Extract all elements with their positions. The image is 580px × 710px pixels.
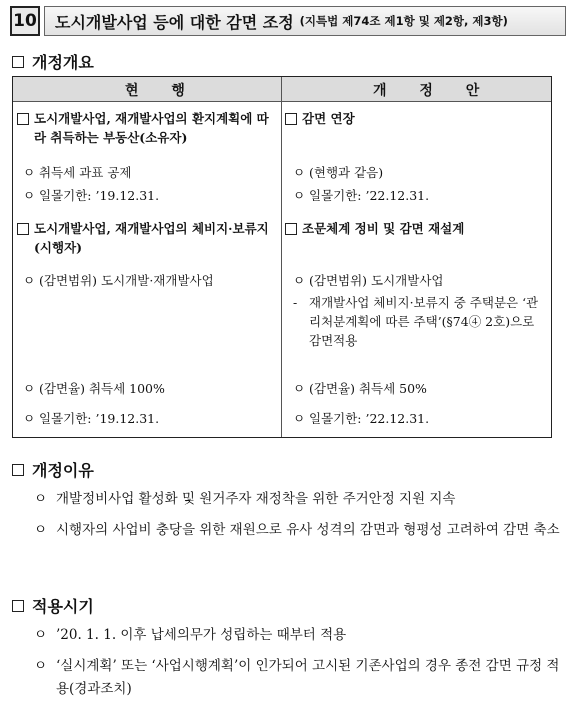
- list-item: ㅇ 취득세 과표 공제: [23, 165, 132, 180]
- revised-item1: [285, 109, 547, 128]
- section-reason: [12, 458, 94, 481]
- list-item: ㅇ 시행자의 사업비 충당을 위한 재원으로 유사 성격의 감면과 형평성 고려하여 감면 축소: [34, 522, 560, 538]
- current-item1-bullets: [23, 163, 279, 205]
- section-overview: [12, 50, 94, 73]
- checkbox-square-icon: [285, 113, 297, 125]
- list-item: ㅇ (감면범위) 도시개발사업: [293, 273, 444, 288]
- header-revised: 개 정 안: [373, 83, 494, 99]
- header-current: 현 행: [125, 83, 199, 99]
- current-item2: [17, 219, 279, 257]
- current-item1-title-row: [17, 109, 279, 147]
- list-item: ㅇ 일몰기한: ’22.12.31.: [293, 188, 430, 203]
- page-subtitle: (지특법 제74조 제1항 및 제2항, 제3항): [299, 14, 508, 28]
- title-bar: [44, 6, 566, 36]
- page-header: [10, 6, 566, 38]
- current-item1: [17, 109, 279, 147]
- current-item1-title: 도시개발사업, 재개발사업의 환지계획에 따라 취득하는 부동산(소유자): [34, 111, 269, 145]
- revised-item2: [285, 219, 547, 238]
- list-item: ㅇ (감면율) 취득세 50%: [293, 381, 427, 396]
- checkbox-square-icon: [285, 223, 297, 235]
- list-item: ㅇ (현행과 같음): [293, 165, 384, 180]
- checkbox-square-icon: [17, 223, 29, 235]
- list-item: ㅇ 일몰기한: ’22.12.31.: [293, 411, 430, 426]
- reason-list: [34, 488, 564, 550]
- list-item: ㅇ 일몰기한: ’19.12.31.: [23, 188, 160, 203]
- timing-list: [34, 624, 564, 709]
- list-item: ㅇ ‘실시계획’ 또는 ‘사업시행계획’이 인가되어 고시된 기존사업의 경우 종전 감면 규정 적용(경과조치): [34, 658, 560, 697]
- checkbox-square-icon: [12, 464, 24, 476]
- list-item: ㅇ 일몰기한: ’19.12.31.: [23, 411, 160, 426]
- section-title: 개정이유: [32, 461, 94, 480]
- comparison-table: [12, 76, 552, 438]
- list-item: ㅇ ’20. 1. 1. 이후 납세의무가 성립하는 때부터 적용: [34, 627, 347, 643]
- revised-item2-title: 조문체계 정비 및 감면 재설계: [302, 221, 465, 236]
- current-item2-title: 도시개발사업, 재개발사업의 체비지·보류지(시행자): [34, 221, 269, 255]
- revised-item1-title: 감면 연장: [302, 111, 355, 126]
- list-item: ㅇ 개발정비사업 활성화 및 원거주자 재정착을 위한 주거안정 지원 지속: [34, 491, 456, 507]
- page-title: 도시개발사업 등에 대한 감면 조정: [55, 12, 294, 32]
- checkbox-square-icon: [12, 600, 24, 612]
- dash-item: - 재개발사업 체비지·보류지 중 주택분은 ‘관리처분계획에 따른 주택’(§74④ 2호)으로 감면적용: [293, 295, 539, 348]
- item-number: 10: [10, 6, 40, 36]
- list-item: ㅇ (감면범위) 도시개발·재개발사업: [23, 273, 214, 288]
- revised-item1-bullets: [293, 163, 547, 205]
- table-header: [13, 77, 551, 102]
- list-item: ㅇ (감면율) 취득세 100%: [23, 381, 165, 396]
- section-title: 적용시기: [32, 597, 94, 616]
- section-timing: [12, 594, 94, 617]
- section-title: 개정개요: [32, 53, 94, 72]
- column-divider: [281, 77, 282, 437]
- checkbox-square-icon: [12, 56, 24, 68]
- checkbox-square-icon: [17, 113, 29, 125]
